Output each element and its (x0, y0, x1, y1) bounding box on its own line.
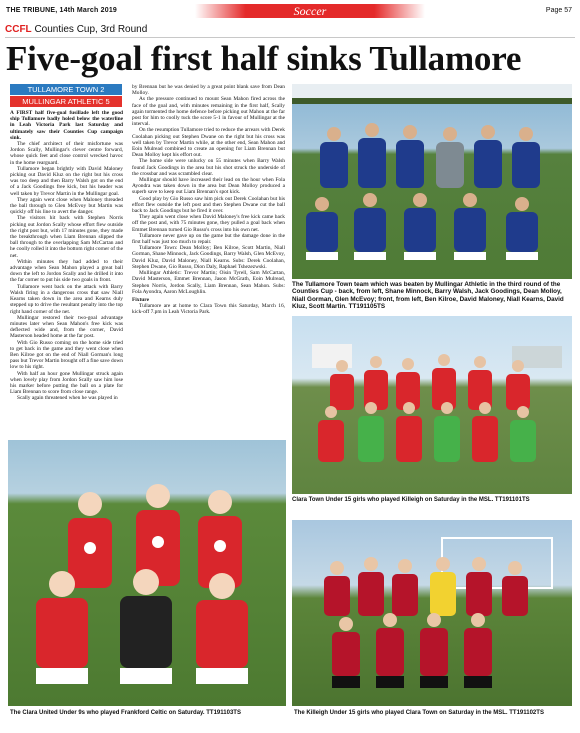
article-paragraph: With Gio Russo coming on the home side tried to get back in the game and they went close when Ben Kilroe got on the end of Niall Gorman's long pass but Trevor Martin brought off a fine save down low to his right. (10, 339, 123, 371)
article-paragraph: Tullamore began brightly with David Maloney picking out David Kluz on the right but his cross was too deep and then Barry Walsh got on the end of a Jack Goodings free kick, but his header was well taken by Trevor Martin in the Mullingar goal. (10, 165, 123, 197)
caption-photo2: Clara Town Under 15 girls who played Killeigh on Saturday in the MSL. TT191101TS (292, 497, 530, 503)
team-photo-icon (292, 84, 572, 279)
page-header (0, 4, 580, 20)
round-label: Counties Cup, 3rd Round (34, 24, 148, 35)
article-paragraph: Tullamore went back on the attack with Barry Walsh firing in a dangerous cross that saw Niall Kearns taken down in the area and Kearns duly stepped up to drive the resultant penalty into the top right hand corner of the net. (10, 283, 123, 315)
lineup-home: Tullamore Town: Dean Molloy; Ben Kilroe, Scott Martin, Niall Gorman, Shane Minnock, Jack Goodings, Barry Walsh, Glen McEvoy, David Kluz, David Maloney, Niall Kearns. Subs: Derek Coolahan, Stephen Dwane, Gio Russo, Dion Daly, Raphael Tshezezwski. (132, 245, 285, 270)
caption-photo4: The Killeigh Under 15 girls who played Clara Town on Saturday in the MSL. TT191102TS (294, 710, 544, 716)
page-number: Page 57 (545, 7, 572, 14)
photo-tullamore-team (292, 84, 572, 279)
team-photo-icon (292, 520, 572, 706)
photo-killeigh-u15 (292, 520, 572, 706)
caption-photo3: The Clara United Under 9s who played Frankford Celtic on Saturday. TT191103TS (10, 710, 241, 716)
article-paragraph: Good play by Gio Russo saw him pick out Derek Coolahan but his effort flew outside the left post and then Stephen Dwane cut the ball back to Jack Goodings but he fired it over. (132, 195, 285, 215)
article-paragraph: Tullamore never gave up on the game but the damage done in the first half was just too much to repair. (132, 232, 285, 246)
article-paragraph: They again went close when Maloney threaded the ball through to Glen McEvoy but Martin was quickly off his line to avert the danger. (10, 196, 123, 216)
article-column-1 (10, 110, 123, 490)
article-paragraph: On the resumption Tullamore tried to reduce the arrears with Derek Coolahan picking out Stephen Dwane on the right but his cross was well taken by Trevor Martin while, at the other end, Sean Mahon and Eoin Mulread combined to create an opening for Liam Brennan but Dean Molloy kept his effort out. (132, 127, 285, 159)
article-paragraph: A FIRST half five-goal fusillade left the good ship Tullamore badly holed below the waterline in Leah Victoria Park last Saturday and ultimately saw their Counties Cup campaign sink. (10, 110, 123, 141)
league-label: CCFL (5, 24, 32, 35)
article-paragraph: They again went close when David Maloney's free kick came back off the post and, with 75 minutes gone, they pulled a goal back when Emmet Brennan turned Gio Russo's cross into his own net. (132, 214, 285, 233)
article-paragraph: Within minutes they had added to their advantage when Sean Mahon played a great ball down the left to Jordon Scally and he drilled it into the far corner to put his side two goals in front. (10, 258, 123, 284)
score-home: TULLAMORE TOWN 2 (10, 84, 122, 95)
article-paragraph: As the pressure continued to mount Sean Mahon fired across the face of the goal and, with minutes remaining in the first half, Scally again tormented the home defence before picking out Mahon at the far post for him to coolly tuck the score 5-1 in favour of Mullingar at the interval. (132, 96, 285, 128)
team-photo-icon (8, 440, 286, 706)
headline: Five-goal first half sinks Tullamore (6, 39, 522, 78)
article-column-2 (132, 84, 285, 429)
article-paragraph: Mullingar restored their two-goal advantage minutes later when Sean Mahon's free kick was deflected wide and, from the corner, David Masterson headed home at the far post. (10, 314, 123, 340)
caption-photo1: The Tullamore Town team which was beaten by Mullingar Athletic in the third round of the Counties Cup - back, from left, Shane Minnock, Barry Walsh, Jack Goodings, Dean Molloy, Niall Gorman, Glen McEvoy; front, from left, Ben Kilroe, David Maloney, Niall Kearns, David Kluz, Scott Martin. TT191105TS (292, 281, 564, 310)
score-away: MULLINGAR ATHLETIC 5 (10, 96, 122, 107)
fixture-text: Tullamore are at home to Clara Town this Saturday, March 16, kick-off 7.pm in Leah Victoria Park. (132, 303, 285, 316)
article-paragraph: Mullingar should have increased their lead on the hour when Fola Ayondra was taken down in the area but Dean Molloy produced a superb save to keep out Liam Brennan's spot kick. (132, 177, 285, 196)
article-paragraph: The home side were unlucky on 55 minutes when Barry Walsh found Jack Goodings in the area but his shot struck the underside of the crossbar and was scrambled clear. (132, 158, 285, 177)
article-paragraph: The visitors hit back with Stephen Norris picking out Jordon Scally whose effort flew outside the right post but, with 17 minutes gone, they made the breakthrough when Liam Brennan slipped the ball through to the overlapping Sam McCartan and he coolly rolled it into the bottom right corner of the net. (10, 215, 123, 259)
article-paragraph: The chief architect of their misfortune was Jordon Scally, Mullingar's clever centre forward, whose quick feet and close control wrecked havoc in the home rearguard. (10, 141, 123, 166)
article-paragraph: With half an hour gone Mullingar struck again when lovely play from Jordon Scally saw him lose his marker before putting the ball on a plate for Liam Brennan to score from close range. (10, 370, 123, 396)
team-photo-icon (292, 316, 572, 494)
competition-line (5, 24, 147, 35)
article-paragraph: Scally again threatened when he was played in (17, 395, 118, 402)
lineup-away: Mullingar Athletic: Trevor Martin; Oisin Tyrell, Sam McCartan, David Masterson, Emmet Brennan, Jason McGrath, Eoin Mulread, Stephen Norris, Jordon Scally, Liam Brennan, Sean Mahon. Subs: Fola Ayondra, Aaron McLoughlin. (132, 270, 285, 295)
section-band (195, 4, 425, 18)
article-paragraph: by Brennan but he was denied by a great point blank save from Dean Molloy. (132, 84, 285, 97)
paper-dateline: THE TRIBUNE, 14th March 2019 (6, 7, 118, 14)
photo-clara-united-u9 (8, 440, 286, 706)
fixture-heading: Fixture (132, 296, 149, 303)
photo-clara-town-u15 (292, 316, 572, 494)
section-name: Soccer (293, 4, 327, 18)
